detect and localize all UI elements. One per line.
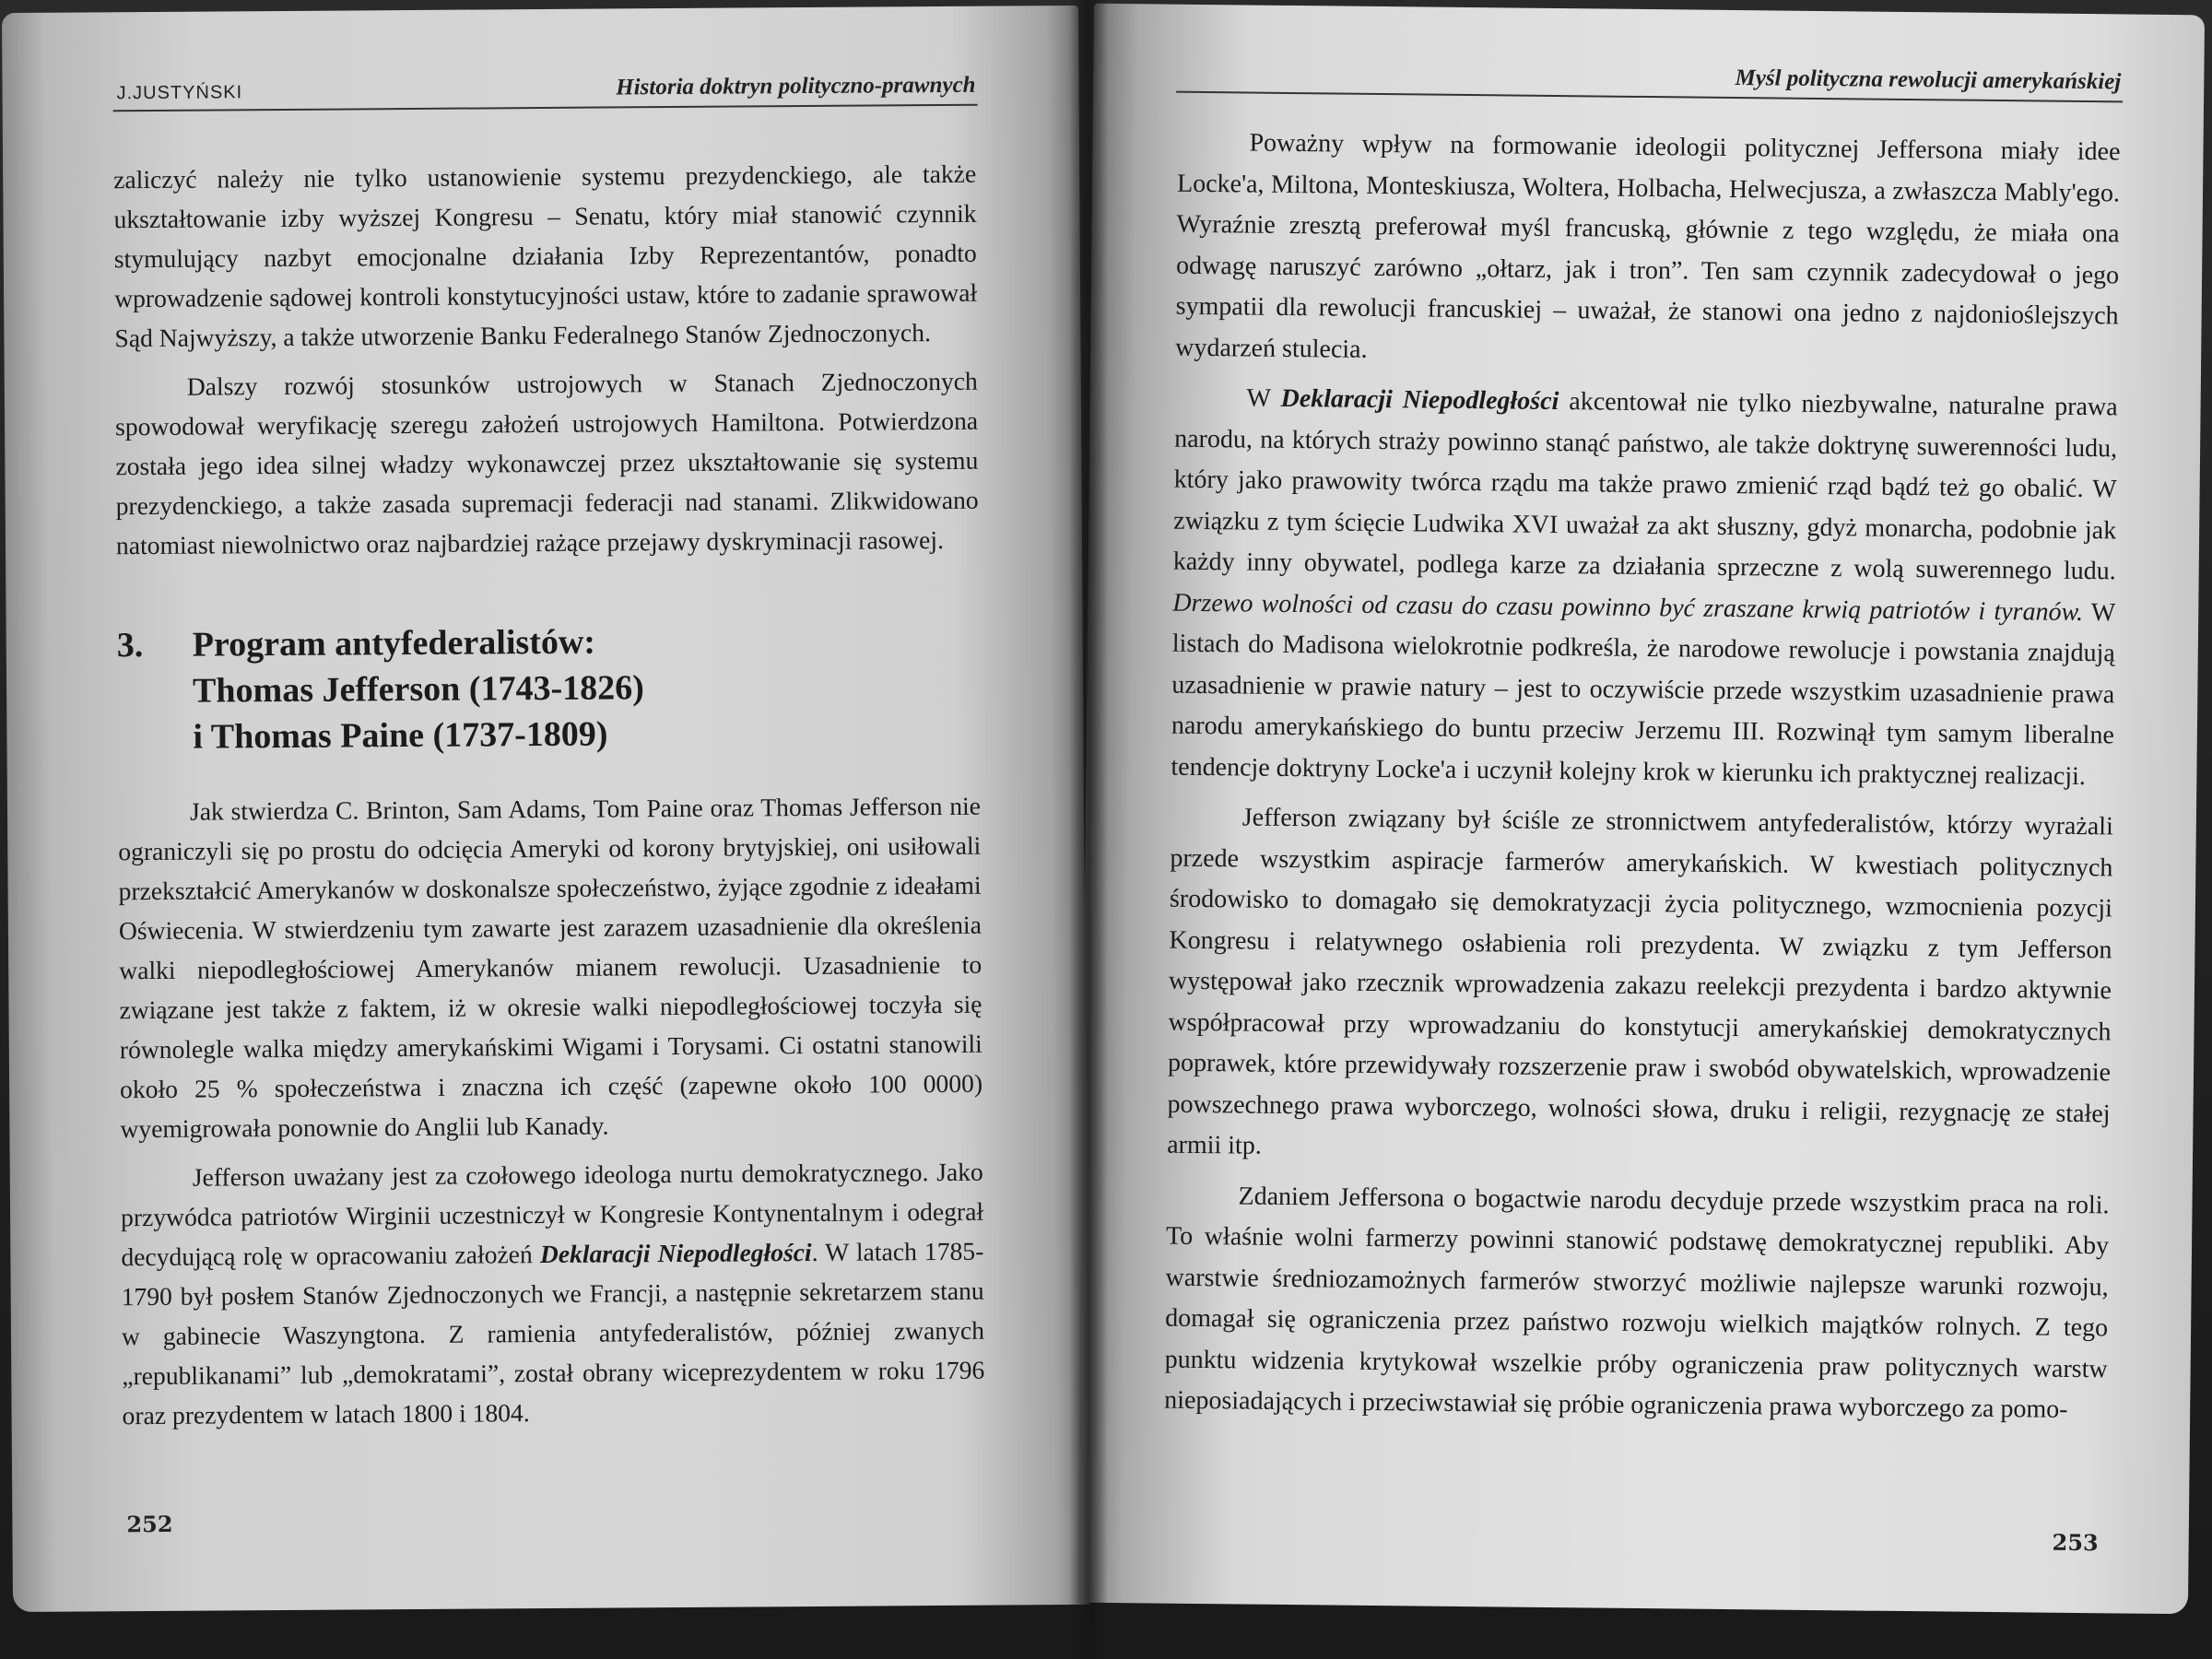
text-run: akcentował nie tylko niezbywalne, naturalne prawa narodu, na których straży powinno stanąć państwo, ale także doktrynę suwerenności ludu, który jako prawowity twórca rządu ma także prawo zmienić rząd bądź też go obalić. W związku z tym ścięcie Ludwika XVI uważał za akt słuszny, gdyż monarcha, podobnie jak każdy inny obywatel, podlega karze za działania sprzeczne z wolą suwerennego ludu.: [1172, 387, 2118, 586]
section-title-line: Thomas Jefferson (1743-1826): [192, 668, 644, 711]
paragraph: [121, 1152, 985, 1436]
text-run: Jefferson uważany jest za czołowego ideologa nurtu demokratycznego. Jako przywódca patriotów Wirginii uczestniczył w Kongresie Kontynentalnym i odegrał decydującą rolę w opracowaniu założeń: [120, 1157, 984, 1272]
italic-emphasis: Deklaracji Niepodległości: [1280, 383, 1559, 417]
paragraph: [1171, 378, 2118, 798]
left-running-header: [112, 54, 977, 112]
right-page: [1077, 4, 2205, 1615]
left-page: [2, 6, 1089, 1612]
section-title-line: i Thomas Paine (1737-1809): [193, 714, 608, 757]
paragraph: Jak stwierdza C. Brinton, Sam Adams, Tom Paine oraz Thomas Jefferson nie ograniczyli się po prostu do odcięcia Ameryki od korony brytyjskiej, oni usiłowali przekształcić Amerykanów w doskonalsze społeczeństwo, żyjące zgodnie z ideałami Oświecenia. W stwierdzeniu tym zawarte jest zarazem uzasadnienie dla określenia walki niepodległościowej Amerykanów mianem rewolucji. Uzasadnienie to związane jest także z faktem, iż w okresie walki niepodległościowej toczyła się równolegle walka między amerykańskimi Wigami i Torysami. Ci ostatni stanowili około 25 % społeczeństwa i znaczna ich część (zapewne około 100 0000) wyemigrowała ponownie do Anglii lub Kanady.: [118, 791, 983, 1144]
header-chapter-title: Myśl polityczna rewolucji amerykańskiej: [1735, 65, 2122, 95]
book-spine-shadow: [1069, 0, 1108, 1659]
text-run: W listach do Madisona wielokrotnie podkreśla, że narodowe rewolucje i powstania znajdują uzasadnienie w prawie natury – jest to oczywiście przede wszystkim uzasadnienie prawa narodu amerykańskiego do buntu przeciw Jerzemu III. Rozwinął tym samym liberalne tendencje doktryny Locke'a i uczynił kolejny krok w kierunku ich praktycznej realizacji.: [1171, 597, 2116, 791]
italic-emphasis: Deklaracji Niepodległości: [539, 1237, 812, 1269]
section-title: [193, 617, 981, 760]
section-title-line: Program antyfederalistów:: [192, 622, 596, 665]
header-book-title: Historia doktryn polityczno-prawnych: [616, 72, 976, 100]
text-run: . W latach 1785-1790 był posłem Stanów Zjednoczonych we Francji, a następnie sekretarzem stanu w gabinecie Waszyngtona. Z ramienia antyfederalistów, później zwanych „republikanami” lub „demokratami”, został obrany wiceprezydentem w roku 1796 oraz prezydentem w latach 1800 i 1804.: [121, 1236, 985, 1430]
right-running-header: [1176, 41, 2124, 103]
paragraph: Dalszy rozwój stosunków ustrojowych w Stanach Zjednoczonych spowodował weryfikację szeregu założeń ustrojowych Hamiltona. Potwierdzona została jego idea silnej władzy wykonawczej przez ukształtowanie się systemu prezydenckiego, a także zasada supremacji federacji nad stanami. Zlikwidowano natomiast niewolnictwo oraz najbardziej rażące przejawy dyskryminacji rasowej.: [114, 366, 979, 560]
paragraph: Zdaniem Jeffersona o bogactwie narodu decyduje przede wszystkim praca na roli. To właśnie wolni farmerzy powinni stanowić podstawę demokratycznej republiki. Aby warstwie średniozamożnych farmerów stworzyć możliwie najlepsze warunki rozwoju, domagał się ograniczenia przez państwo rozwoju wielkich majątków rolnych. Z tego punktu widzenia krytykował wszelkie próby ograniczenia praw politycznych warstw nieposiadających i przeciwstawiał się próbie ograniczenia prawa wyborczego za pomo-: [1164, 1181, 2110, 1424]
italic-quote: Drzewo wolności od czasu do czasu powinno być zraszane krwią patriotów i tyranów.: [1172, 588, 2084, 627]
paragraph: zaliczyć należy nie tylko ustanowienie systemu prezydenckiego, ale także ukształtowanie izby wyższej Kongresu – Senatu, który miał stanowić czynnik stymulujący nazbyt emocjonalne działania Izby Reprezentantów, ponadto wprowadzenie sądowej kontroli konstytucyjności ustaw, które to zadanie sprawował Sąd Najwyższy, a także utworzenie Banku Federalnego Stanów Zjednoczonych.: [113, 159, 978, 353]
paragraph: Poważny wpływ na formowanie ideologii politycznej Jeffersona miały idee Locke'a, Miltona, Monteskiusza, Woltera, Holbacha, Helwecjusza, a zwłaszcza Mably'ego. Wyraźnie zresztą preferował myśl francuską, głównie z tego względu, że miała ona odwagę naruszyć zarówno „ołtarz, jak i tron”. Ten sam czynnik zadecydował o jego sympatii dla rewolucji francuskiej – uważał, że stanowi ona jedno z najdonioślejszych wydarzeń stulecia.: [1175, 128, 2121, 364]
paragraph: Jefferson związany był ściśle ze stronnictwem antyfederalistów, którzy wyrażali przede wszystkim aspiracje farmerów amerykańskich. W kwestiach politycznych środowisko to domagało się demokratyzacji życia politycznego, wzmocnienia pozycji Kongresu i relatywnego osłabienia roli prezydenta. W związku z tym Jefferson występował jako rzecznik wprowadzenia zakazu reelekcji prezydenta i bardzo aktywnie współpracował przy wprowadzaniu do konstytucji amerykańskiej demokratycznych poprawek, które przewidywały rozszerzenie praw i swobód obywatelskich, wprowadzenie powszechnego prawa wyborczego, wolności słowa, druku i religii, rezygnację ze stałej armii itp.: [1166, 803, 2113, 1160]
left-text-body: [113, 154, 985, 1436]
page-number: 252: [126, 1510, 173, 1538]
text-run: W: [1246, 383, 1281, 413]
page-number: 253: [2052, 1528, 2099, 1557]
right-text-body: [1164, 123, 2121, 1431]
section-number: 3.: [116, 626, 144, 665]
section-heading: [117, 617, 981, 761]
header-author: J.JUSTYŃSKI: [116, 82, 243, 104]
